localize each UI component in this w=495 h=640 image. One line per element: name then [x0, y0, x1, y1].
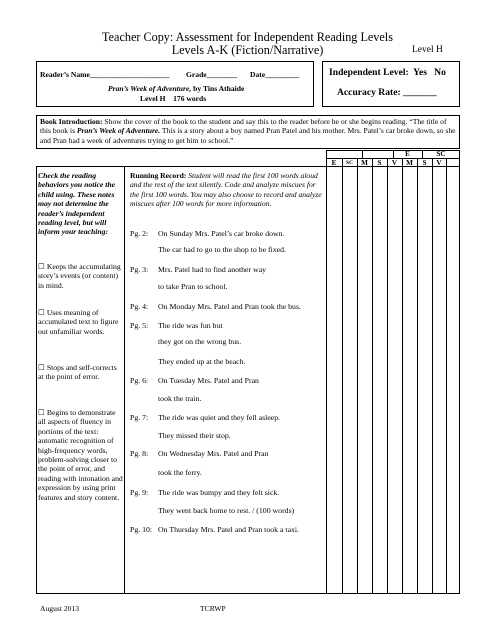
- page-line-9: Pg. 9: The ride was bumpy and they felt sick.: [130, 488, 280, 497]
- page-subtitle: Levels A-K (Fiction/Narrative): [171, 43, 324, 57]
- checkbox-icon[interactable]: ☐: [38, 262, 45, 271]
- checkbox-icon[interactable]: ☐: [38, 308, 45, 317]
- book-title-line: [108, 84, 244, 93]
- text-line: took the train.: [158, 394, 202, 403]
- page-line-4: Pg. 4: On Monday Mrs. Patel and Pran took the bus.: [130, 302, 301, 311]
- behavior-item: ☐ Stops and self-corrects at the point of error.: [38, 363, 117, 382]
- page-title: Teacher Copy: Assessment for Independent Reading Levels: [102, 30, 393, 44]
- behavior-item: ☐ Uses meaning of accumulated text to figure out unfamiliar words.: [38, 308, 119, 336]
- col-head-sc-m: M: [406, 159, 413, 167]
- text-line: They went back home to rest. / (100 words): [158, 506, 295, 515]
- col-head-sc-s: S: [422, 159, 427, 167]
- book-author: by Tins Athaide: [193, 84, 245, 93]
- text-line: They missed their stop.: [158, 431, 231, 440]
- header-sc-group: SC: [436, 150, 446, 158]
- page-line-10: Pg. 10: On Thursday Mrs. Patel and Pran took a taxi.: [130, 525, 300, 534]
- col-head-sc-v: V: [436, 159, 442, 167]
- accuracy-rate-field[interactable]: Accuracy Rate: _______: [337, 87, 437, 98]
- header-e-group: E: [405, 150, 410, 158]
- col-head-e: E: [331, 159, 337, 167]
- behavior-item: ☐ Keeps the accumulating story’s events (or content) in mind.: [38, 262, 121, 290]
- book-intro-title: Pran’s Week of Adventure.: [76, 126, 161, 136]
- book-intro-part-a: Show the cover of the book to the student and say this to the reader before he or she begins reading. “The title of this book is: [40, 117, 447, 136]
- grade-field[interactable]: Grade________: [186, 70, 238, 79]
- col-head-e-s: S: [377, 159, 382, 167]
- page-line-6: Pg. 6: On Tuesday Mrs. Patel and Pran: [130, 376, 259, 385]
- running-record-instructions: [130, 171, 322, 209]
- text-line: they got on the wrong bus.: [158, 337, 242, 346]
- text-line: The car had to go to the shop to be fixed.: [158, 245, 286, 254]
- page-line-8: Pg. 8: On Wednesday Mrs. Patel and Pran: [130, 449, 269, 458]
- text-line: They ended up at the beach.: [158, 357, 246, 366]
- col-head-e-m: M: [361, 159, 368, 167]
- behavior-item: ☐ Begins to demonstrate all aspects of fluency in portions of the text: automatic recognition of high-frequency words, problem-solving closer to the point of error, and reading with intonation and expression by using print features and story content.: [38, 408, 123, 502]
- page-line-5: Pg. 5: The ride was fun but: [130, 321, 223, 330]
- col-head-e-v: V: [391, 159, 398, 167]
- book-level: Level H 176 words: [140, 94, 207, 103]
- page-line-7: Pg. 7: The ride was quiet and they fell asleep.: [130, 413, 281, 422]
- book-intro-text: [40, 117, 456, 145]
- independent-level-field[interactable]: Independent Level: Yes No: [329, 67, 446, 78]
- book-intro-label: Book Introduction:: [40, 117, 103, 126]
- date-field[interactable]: Date_________: [250, 70, 300, 79]
- behaviors-intro: Check the reading behaviors you notice the child using. These notes may not determine the reader’s independent reading level, but will inform your teaching:: [38, 171, 116, 237]
- page-line-3: Pg. 3: Mrs. Patel had to find another way: [130, 265, 267, 274]
- running-record-label: Running Record:: [130, 171, 187, 180]
- level-tag: Level H: [412, 45, 443, 55]
- checkbox-icon[interactable]: ☐: [38, 363, 45, 372]
- col-head-sc: SC: [345, 160, 354, 166]
- text-line: took the ferry.: [158, 468, 202, 477]
- checkbox-icon[interactable]: ☐: [38, 408, 45, 417]
- footer-org: TCRWP: [200, 604, 226, 613]
- reader-name-field[interactable]: Reader’s Name_____________________: [40, 70, 170, 79]
- footer-date: August 2013: [40, 604, 80, 613]
- running-record-text: Student will read the first 100 words aloud and the rest of the text silently. Code and analyze miscues for the first 100 words. You may also choose to record and analyze miscues after 100 words for more information.: [130, 171, 322, 209]
- book-title: Pran’s Week of Adventure,: [108, 84, 192, 93]
- text-line: to take Pran to school.: [158, 282, 228, 291]
- book-intro-part-b: This is a story about a boy named Pran Patel and his mother. Mrs. Patel’s car broke down, so she and Pran had a week of adventures trying to get him to school.”: [40, 126, 456, 145]
- page-line-2: Pg. 2: On Sunday Mrs. Patel’s car broke down.: [130, 229, 285, 238]
